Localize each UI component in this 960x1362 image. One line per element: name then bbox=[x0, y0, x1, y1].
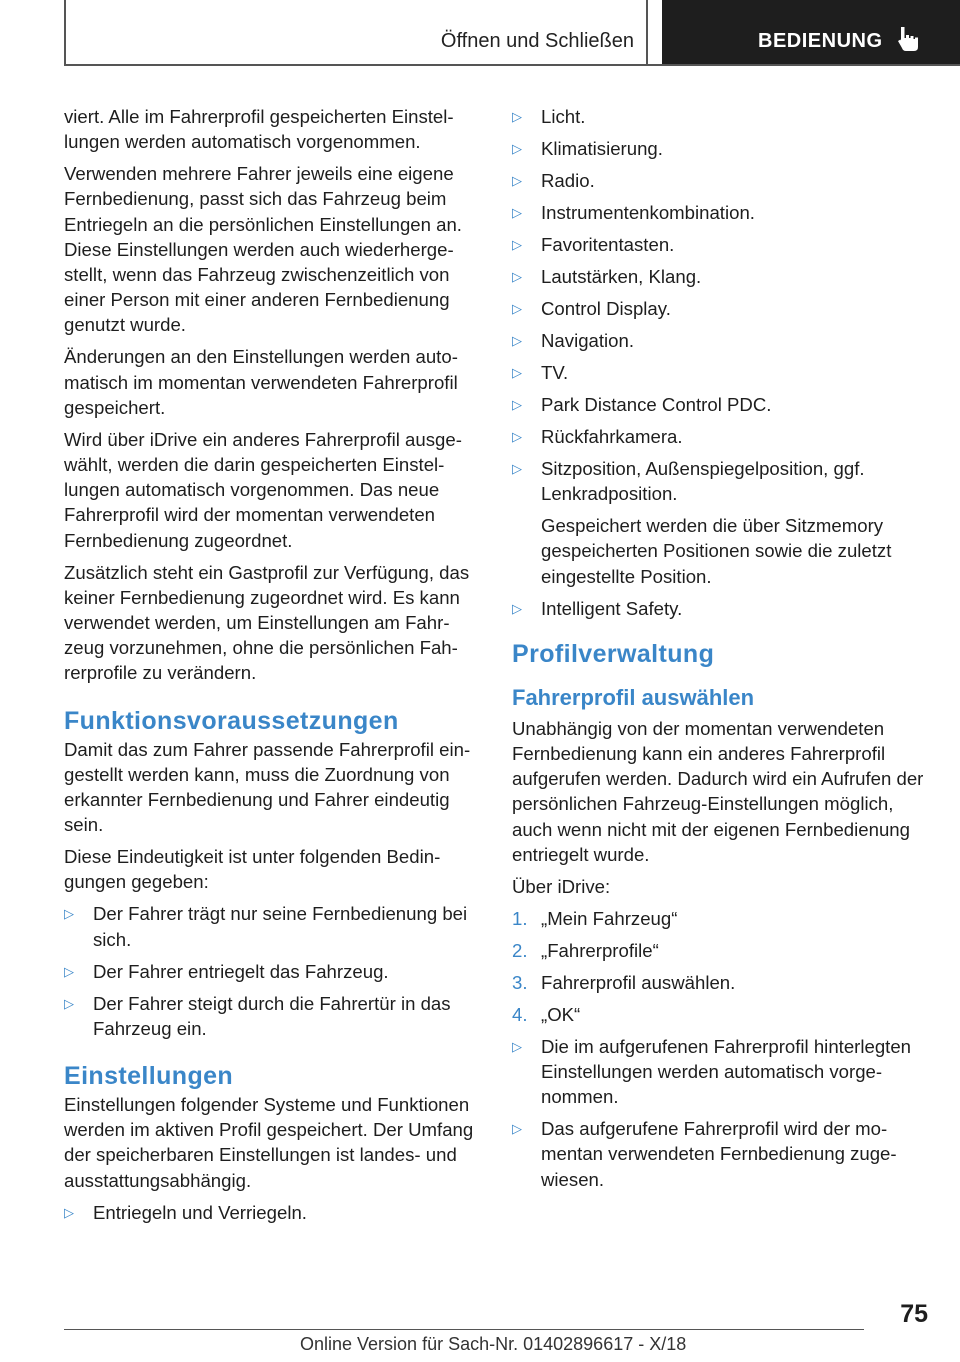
list-item-text: Der Fahrer entriegelt das Fahrzeug. bbox=[93, 960, 389, 982]
bullet-triangle-icon: ▷ bbox=[512, 365, 522, 380]
bullet-triangle-icon: ▷ bbox=[512, 269, 522, 284]
step-item bbox=[512, 970, 932, 995]
step-item bbox=[512, 906, 932, 931]
bullet-triangle-icon: ▷ bbox=[64, 963, 74, 979]
bullet-triangle-icon: ▷ bbox=[512, 397, 522, 412]
bullet-triangle-icon: ▷ bbox=[64, 906, 74, 922]
list-item bbox=[512, 104, 932, 129]
list-item-text: Der Fahrer steigt durch die Fahrertür in das Fahrzeug ein. bbox=[93, 992, 451, 1039]
step-number: 3. bbox=[512, 971, 528, 993]
list-item bbox=[512, 296, 932, 321]
subheading-fahrerprofil-auswaehlen: Fahrerprofil auswählen bbox=[512, 684, 755, 710]
step-item bbox=[512, 938, 932, 963]
list-item-text: Die im aufgerufenen Fahrerprofil hinterlegten Einstellungen werden automatisch vorgenommen. bbox=[541, 1035, 912, 1108]
paragraph: Damit das zum Fahrer passende Fahrerprofil eingestellt werden kann, muss die Zuordnung von erkannter Fernbedienung und Fahrer eindeutig sein. bbox=[64, 738, 471, 836]
paragraph: Änderungen an den Einstellungen werden automatisch im momentan verwendeten Fahrerprofil gespeichert. bbox=[64, 346, 458, 418]
paragraph: Einstellungen folgender Systeme und Funktionen werden im aktiven Profil gespeichert. Der Umfang der speicherbaren Einstellungen ist landes- und ausstattungsabhängig. bbox=[64, 1094, 474, 1191]
bullet-triangle-icon: ▷ bbox=[512, 237, 522, 252]
list-item-text: Navigation. bbox=[541, 330, 635, 351]
bullet-triangle-icon: ▷ bbox=[512, 173, 522, 188]
list-item-text: Intelligent Safety. bbox=[541, 597, 683, 619]
list-item bbox=[512, 1116, 932, 1192]
list-item-text: Licht. bbox=[541, 106, 586, 127]
paragraph: Diese Eindeutigkeit ist unter folgenden Bedingungen gegeben: bbox=[64, 846, 441, 893]
header-divider bbox=[64, 64, 960, 66]
paragraph: Verwenden mehrere Fahrer jeweils eine eigene Fernbedienung, passt sich das Fahrzeug beim Entriegeln an die persönlichen Einstellungen an. Diese Einstellungen werden auch wiederhergestellt, wenn das Fahrzeug zwischenzeitlich von einer Person mit einer anderen Fernbedienung genutzt wurde. bbox=[64, 163, 462, 336]
step-text: Fahrerprofil auswählen. bbox=[541, 971, 736, 993]
bullet-triangle-icon: ▷ bbox=[512, 1121, 522, 1137]
heading-profilverwaltung: Profilverwaltung bbox=[512, 639, 715, 668]
list-item bbox=[512, 232, 932, 257]
list-item-text: Control Display. bbox=[541, 298, 671, 319]
list-item-text: Das aufgerufene Fahrerprofil wird der momentan verwendeten Fernbedienung zugewiesen. bbox=[541, 1118, 897, 1190]
list-item bbox=[512, 596, 932, 621]
right-column bbox=[512, 104, 932, 1199]
header-section-title bbox=[64, 0, 648, 64]
header-tab[interactable] bbox=[662, 0, 960, 66]
bullet-triangle-icon: ▷ bbox=[512, 1038, 522, 1054]
paragraph: viert. Alle im Fahrerprofil gespeicherten Einstellungen werden automatisch vorgenommen. bbox=[64, 106, 454, 153]
step-item bbox=[512, 1002, 932, 1027]
list-item bbox=[512, 136, 932, 161]
step-number: 2. bbox=[512, 939, 528, 961]
list-item-text: Sitzposition, Außenspiegelposition, ggf. Lenkradposition. bbox=[541, 458, 865, 505]
step-text: „OK“ bbox=[541, 1003, 581, 1025]
list-item-text: Rückfahrkamera. bbox=[541, 426, 683, 447]
paragraph: Unabhängig von der momentan verwendeten Fernbedienung kann ein anderes Fahrerprofil aufgerufen werden. Dadurch wird ein Aufrufen der persönlichen Fahrzeug-Einstellungen möglich, auch wenn nicht mit der eigenen Fernbedienung entriegelt wurde. bbox=[512, 717, 924, 865]
list-item-text: Lautstärken, Klang. bbox=[541, 266, 702, 287]
heading-funktionsvoraussetzungen: Funktionsvoraussetzungen bbox=[64, 706, 399, 735]
settings-list-start bbox=[64, 1200, 482, 1225]
list-item-text: Entriegeln und Verriegeln. bbox=[93, 1201, 307, 1223]
list-item bbox=[64, 959, 482, 984]
step-number: 1. bbox=[512, 907, 528, 929]
paragraph: Wird über iDrive ein anderes Fahrerprofil ausgewählt, werden die darin gespeicherten Einstellungen automatisch vorgenommen. Das neue Fahrerprofil wird der momentan verwendeten Fernbedienung zugeordnet. bbox=[64, 428, 462, 551]
heading-einstellungen: Einstellungen bbox=[64, 1062, 234, 1091]
list-item bbox=[512, 392, 932, 417]
pointing-hand-icon bbox=[894, 24, 924, 54]
footer-divider bbox=[64, 1329, 864, 1330]
list-item bbox=[512, 360, 932, 385]
bullet-triangle-icon: ▷ bbox=[512, 141, 522, 156]
tab-bedienung-label: BEDIENUNG bbox=[758, 30, 883, 52]
list-item bbox=[64, 1200, 482, 1225]
bullet-triangle-icon: ▷ bbox=[512, 461, 522, 476]
left-column bbox=[64, 104, 482, 1232]
steps-list bbox=[512, 906, 932, 1027]
paragraph: Zusätzlich steht ein Gastprofil zur Verfügung, das keiner Fernbedienung zugeordnet wird. Es kann verwendet werden, um Einstellungen am Fahrzeug vorzunehmen, ohne die persönlichen Fahrerprofile zu verändern. bbox=[64, 561, 470, 684]
bullet-triangle-icon: ▷ bbox=[512, 205, 522, 220]
footer-online-version: Online Version für Sach-Nr. 01402896617 - X/18 bbox=[300, 1334, 687, 1354]
bullet-triangle-icon: ▷ bbox=[512, 333, 522, 348]
settings-list bbox=[512, 104, 932, 621]
list-item bbox=[512, 328, 932, 353]
list-item bbox=[512, 200, 932, 225]
list-item-note: Gespeichert werden die über Sitzmemory gespeicherten Positionen sowie die zuletzt eingestellte Position. bbox=[541, 515, 892, 587]
bullet-triangle-icon: ▷ bbox=[512, 600, 522, 616]
list-item bbox=[64, 991, 482, 1041]
list-item-text: TV. bbox=[541, 362, 569, 383]
list-item bbox=[512, 264, 932, 289]
list-item bbox=[512, 168, 932, 193]
step-number: 4. bbox=[512, 1003, 528, 1025]
bullet-triangle-icon: ▷ bbox=[64, 1204, 74, 1220]
idrive-label: Über iDrive: bbox=[512, 875, 611, 897]
bullet-triangle-icon: ▷ bbox=[64, 995, 74, 1011]
bullet-triangle-icon: ▷ bbox=[512, 429, 522, 444]
bullet-triangle-icon: ▷ bbox=[512, 109, 522, 124]
list-item bbox=[64, 901, 482, 951]
list-item-text: Instrumentenkombination. bbox=[541, 202, 755, 223]
section-title: Öffnen und Schließen bbox=[440, 30, 634, 52]
list-item bbox=[512, 424, 932, 449]
list-item-text: Klimatisierung. bbox=[541, 138, 663, 159]
list-item bbox=[512, 456, 932, 589]
page-number: 75 bbox=[900, 1300, 928, 1328]
bullet-triangle-icon: ▷ bbox=[512, 301, 522, 316]
list-item-text: Park Distance Control PDC. bbox=[541, 394, 772, 415]
list-item bbox=[512, 1034, 932, 1110]
result-list bbox=[512, 1034, 932, 1192]
list-item-text: Radio. bbox=[541, 170, 595, 191]
step-text: „Mein Fahrzeug“ bbox=[541, 907, 678, 929]
list-item-text: Favoritentasten. bbox=[541, 234, 675, 255]
requirements-list bbox=[64, 901, 482, 1041]
step-text: „Fahrerprofile“ bbox=[541, 939, 659, 961]
list-item-text: Der Fahrer trägt nur seine Fernbedienung bei sich. bbox=[93, 903, 468, 950]
